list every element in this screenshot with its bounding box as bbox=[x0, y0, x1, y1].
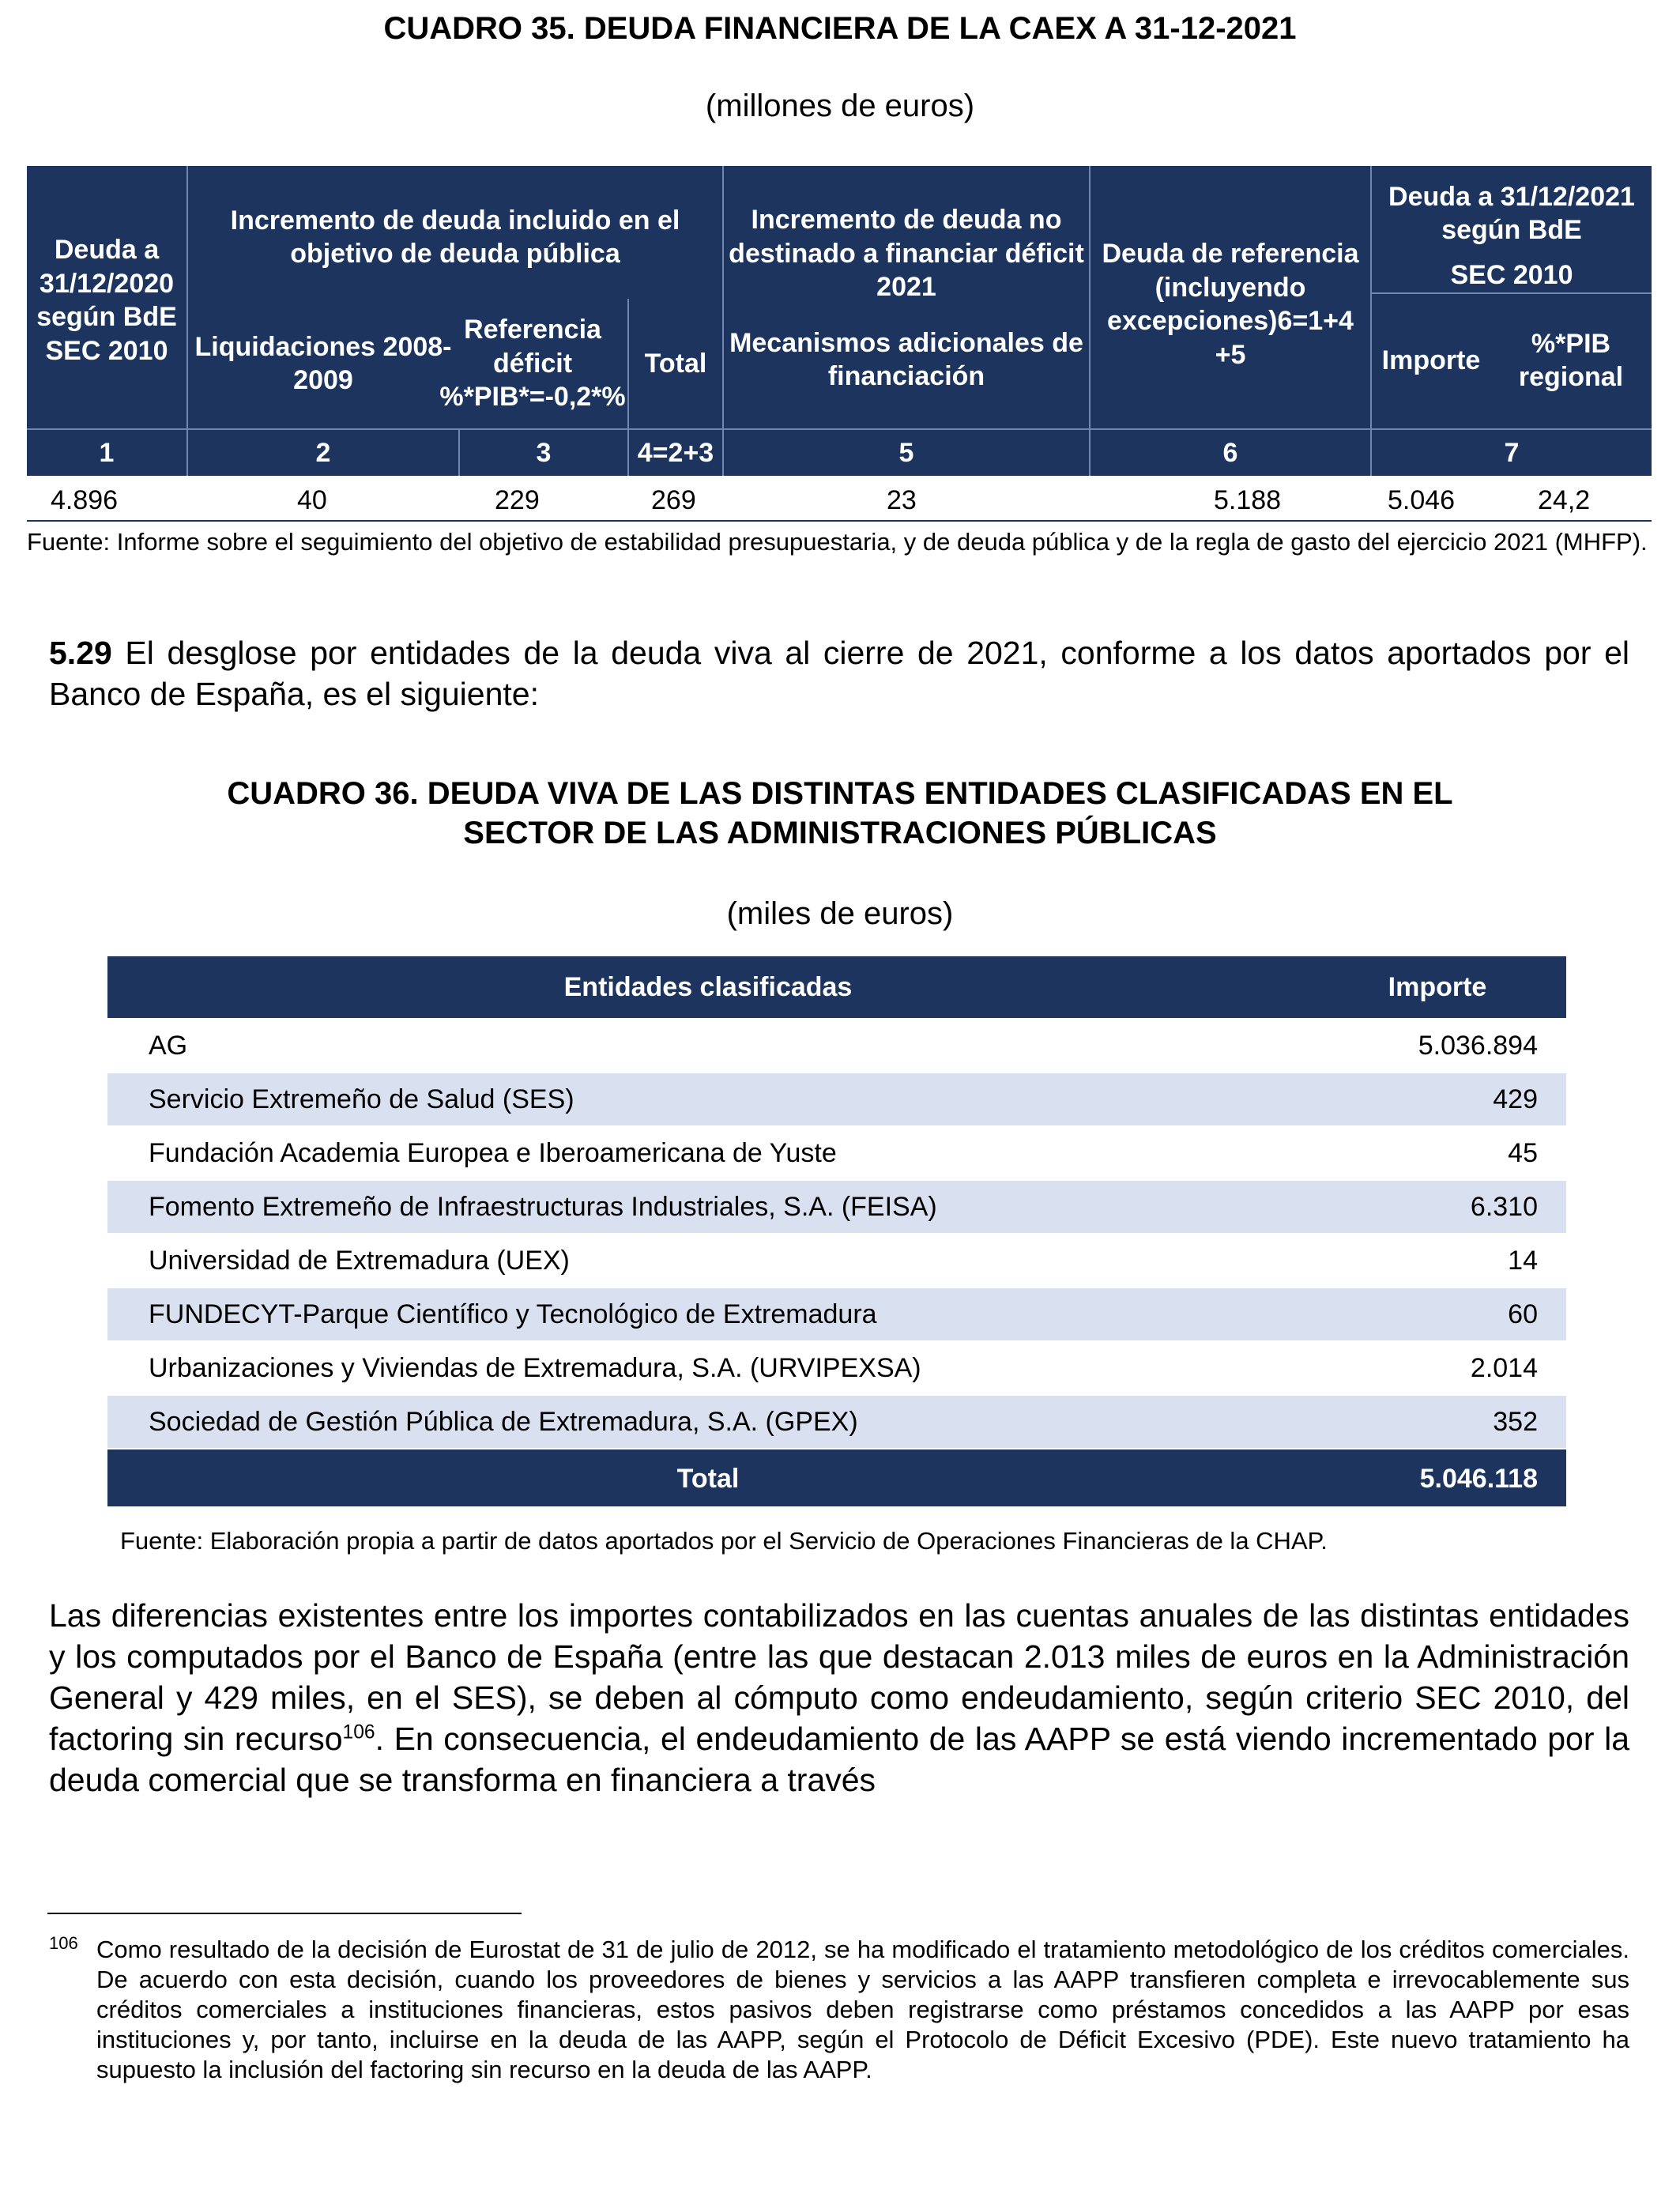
total-label: Total bbox=[676, 1464, 740, 1494]
cuadro35-table bbox=[27, 166, 1652, 515]
header-mecanismos-adicionales: Mecanismos adicionales de financiación bbox=[729, 327, 1083, 391]
cuadro36-total-row bbox=[107, 1449, 1566, 1506]
table-row bbox=[107, 1073, 1566, 1125]
entity-amount: 429 bbox=[1493, 1084, 1538, 1114]
entity-name: Fundación Academia Europea e Iberoamericana de Yuste bbox=[149, 1138, 837, 1168]
cuadro35-title: CUADRO 35. DEUDA FINANCIERA DE LA CAEX A 31-12-2021 bbox=[383, 11, 1297, 46]
table-row bbox=[107, 1288, 1566, 1340]
cell-liquidaciones: 40 bbox=[297, 485, 327, 515]
entity-amount: 45 bbox=[1508, 1138, 1538, 1168]
entity-amount: 2.014 bbox=[1470, 1353, 1538, 1383]
header-importe: Importe bbox=[1388, 972, 1487, 1002]
entity-amount: 352 bbox=[1493, 1407, 1538, 1437]
header-deuda-referencia: Deuda de referencia (incluyendo excepciones)6=1+4 +5 bbox=[1102, 239, 1359, 370]
main-paragraph-text-2: . En consecuencia, el endeudamiento de las AAPP se está viendo incrementado por la deuda comercial que se transforma en financiera a través bbox=[49, 1721, 1629, 1798]
header-referencia-deficit: Referencia déficit %*PIB*=-0,2*% bbox=[439, 315, 626, 413]
cuadro35-header bbox=[27, 166, 1652, 476]
table-row bbox=[107, 1396, 1566, 1448]
cuadro35-data-row bbox=[27, 482, 1652, 522]
total-amount: 5.046.118 bbox=[1419, 1464, 1538, 1494]
entity-amount: 6.310 bbox=[1470, 1192, 1538, 1222]
footnote-separator bbox=[47, 1913, 522, 1914]
cuadro36-table bbox=[107, 956, 1566, 1506]
cell-total: 269 bbox=[651, 485, 696, 515]
cuadro36-units: (miles de euros) bbox=[726, 896, 954, 931]
cuadro36-source: Fuente: Elaboración propia a partir de datos aportados por el Servicio de Operaciones Financieras de la CHAP. bbox=[120, 1527, 1328, 1555]
header-entidades: Entidades clasificadas bbox=[563, 972, 853, 1002]
entity-name: Servicio Extremeño de Salud (SES) bbox=[149, 1084, 574, 1114]
colnum-6: 6 bbox=[1222, 437, 1238, 468]
footnote-reference[interactable]: 106 bbox=[342, 1721, 375, 1744]
footnote-text: Como resultado de la decisión de Eurostat de 31 de julio de 2012, se ha modificado el tratamiento metodológico de los créditos comerciales. De acuerdo con esta decisión, cuando los proveedores de bienes y servicios a las AAPP transfieren completa e irrevocablemente sus créditos comerciales a instituciones financieras, estos pasivos deben registrarse como préstamos concedidos a las AAPP por esas instituciones y, por tanto, incluirse en la deuda de las AAPP, según el Protocolo de Déficit Excesivo (PDE). Este nuevo tratamiento ha supuesto la inclusión del factoring sin recurso en la deuda de las AAPP. bbox=[96, 1936, 1629, 2083]
colnum-2: 2 bbox=[315, 437, 331, 468]
table-row bbox=[107, 1020, 1566, 1072]
paragraph-5-29-text: El desglose por entidades de la deuda viva al cierre de 2021, conforme a los datos aportados por el Banco de España, es el siguiente: bbox=[49, 635, 1629, 712]
table-row bbox=[107, 1127, 1566, 1179]
cell-referencia: 229 bbox=[495, 485, 540, 515]
cuadro35-units: (millones de euros) bbox=[705, 89, 975, 123]
header-pib-regional: %*PIB regional bbox=[1518, 328, 1624, 392]
footnote-number: 106 bbox=[49, 1933, 78, 1953]
entity-name: Urbanizaciones y Viviendas de Extremadura, S.A. (URVIPEXSA) bbox=[149, 1353, 921, 1383]
entity-name: Sociedad de Gestión Pública de Extremadura, S.A. (GPEX) bbox=[149, 1407, 858, 1437]
header-importe: Importe bbox=[1381, 345, 1481, 375]
colnum-1: 1 bbox=[99, 437, 115, 468]
cell-importe-2021: 5.046 bbox=[1388, 485, 1456, 515]
cell-deuda-2020: 4.896 bbox=[51, 485, 119, 515]
main-paragraph bbox=[49, 1595, 1629, 1800]
main-paragraph-text-1: Las diferencias existentes entre los importes contabilizados en las cuentas anuales de las distintas entidades y los computados por el Banco de España (entre las que destacan 2.013 miles de euros en la Administración General y 429 miles, en el SES), se deben al cómputo como endeudamiento, según criterio SEC 2010, del factoring sin recurso bbox=[49, 1597, 1629, 1757]
table-row bbox=[107, 1181, 1566, 1233]
entity-name: FUNDECYT-Parque Científico y Tecnológico de Extremadura bbox=[149, 1299, 877, 1329]
cuadro36-title-line2: SECTOR DE LAS ADMINISTRACIONES PÚBLICAS bbox=[463, 816, 1217, 850]
cuadro36-header bbox=[107, 956, 1566, 1018]
colnum-5: 5 bbox=[898, 437, 914, 468]
entity-amount: 14 bbox=[1508, 1246, 1538, 1276]
header-deuda-2021: Deuda a 31/12/2021 según BdE bbox=[1388, 181, 1635, 245]
cuadro36-title-line1: CUADRO 36. DEUDA VIVA DE LAS DISTINTAS ENTIDADES CLASIFICADAS EN EL bbox=[227, 776, 1453, 811]
paragraph-5-29 bbox=[49, 632, 1629, 714]
header-total: Total bbox=[644, 348, 707, 379]
cuadro35-source: Fuente: Informe sobre el seguimiento del objetivo de estabilidad presupuestaria, y de deuda pública y de la regla de gasto del ejercicio 2021 (MHFP). bbox=[27, 528, 1648, 556]
paragraph-number: 5.29 bbox=[49, 635, 112, 671]
entity-name: Universidad de Extremadura (UEX) bbox=[149, 1246, 570, 1276]
header-incremento-no-destinado: Incremento de deuda no destinado a financiar déficit 2021 bbox=[729, 205, 1084, 303]
entity-name: AG bbox=[149, 1031, 188, 1061]
colnum-4: 4=2+3 bbox=[637, 437, 714, 468]
colnum-7: 7 bbox=[1504, 437, 1520, 468]
table-row bbox=[107, 1235, 1566, 1287]
cell-deuda-referencia: 5.188 bbox=[1214, 485, 1282, 515]
entity-name: Fomento Extremeño de Infraestructuras Industriales, S.A. (FEISA) bbox=[149, 1192, 937, 1222]
cell-mecanismos: 23 bbox=[887, 485, 917, 515]
table-row bbox=[107, 1342, 1566, 1394]
header-incremento-objetivo: Incremento de deuda incluido en el objetivo de deuda pública bbox=[230, 205, 680, 269]
header-liquidaciones: Liquidaciones 2008- 2009 bbox=[194, 331, 452, 395]
colnum-3: 3 bbox=[536, 437, 552, 468]
entity-amount: 60 bbox=[1508, 1299, 1538, 1329]
header-sec-2010: SEC 2010 bbox=[1450, 259, 1573, 290]
header-deuda-2020: Deuda a 31/12/2020 según BdE SEC 2010 bbox=[36, 235, 177, 366]
cell-pib-regional: 24,2 bbox=[1538, 485, 1591, 515]
entity-amount: 5.036.894 bbox=[1418, 1031, 1538, 1061]
